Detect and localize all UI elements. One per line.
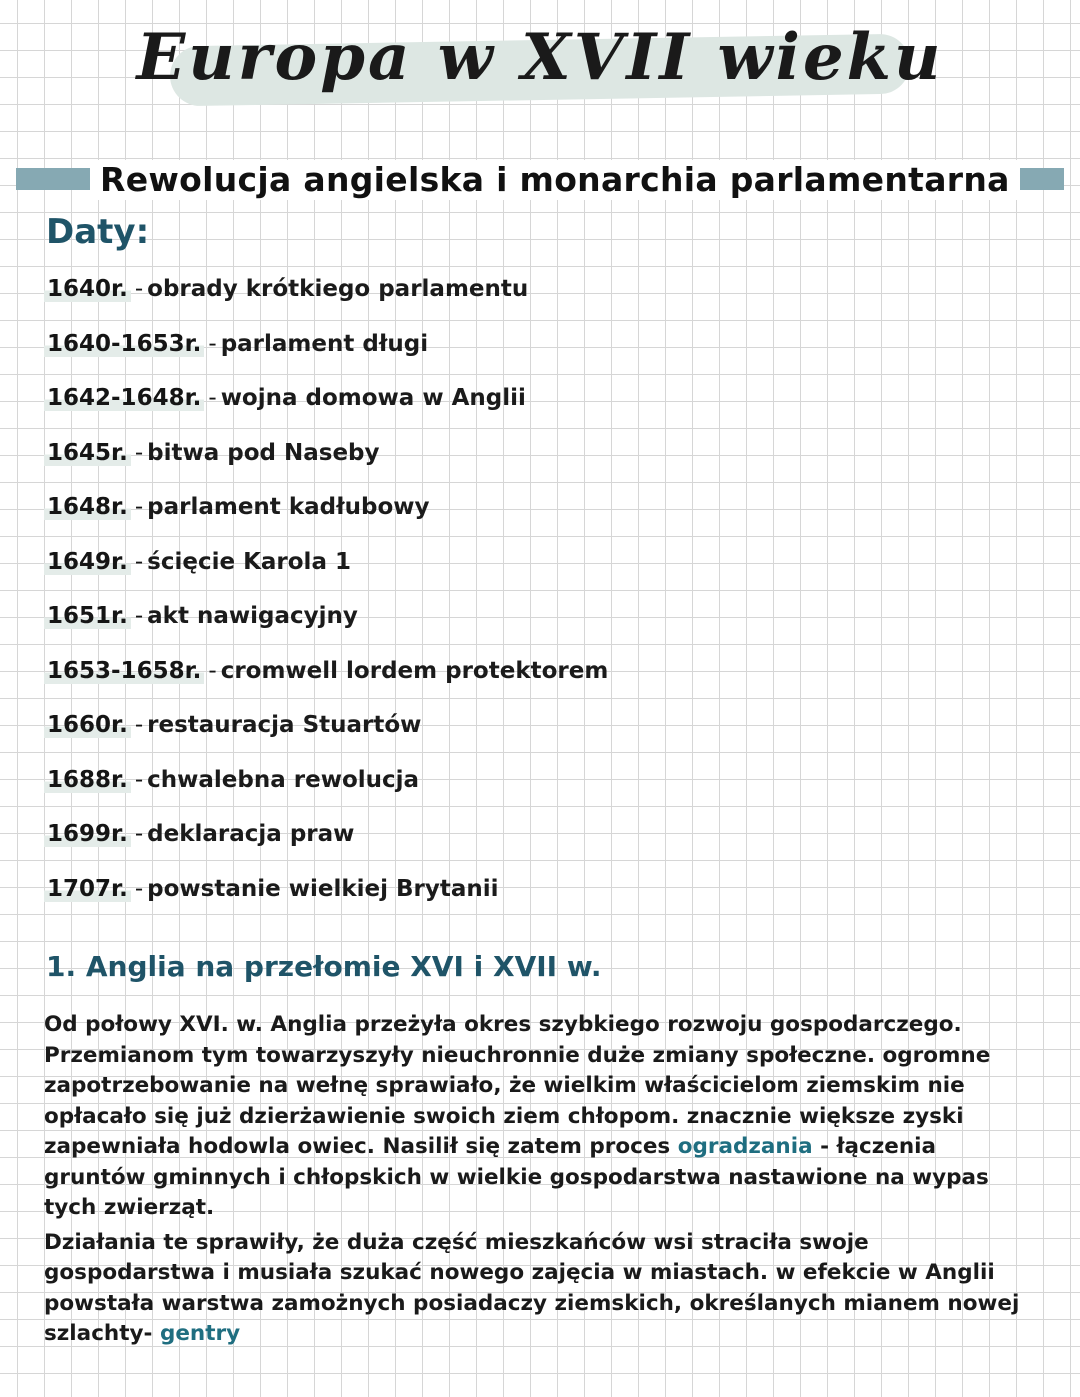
- date-desc: obrady krótkiego parlamentu: [147, 276, 529, 302]
- date-item: 1699r. - deklaracja praw: [44, 817, 354, 851]
- date-year: 1660r.: [44, 712, 131, 738]
- date-year: 1651r.: [44, 603, 131, 629]
- date-year: 1640-1653r.: [44, 331, 204, 357]
- title-area: [0, 10, 1080, 120]
- date-desc: deklaracja praw: [147, 821, 355, 847]
- date-year: 1707r.: [44, 876, 131, 902]
- date-desc: akt nawigacyjny: [147, 603, 358, 629]
- date-desc: parlament długi: [220, 330, 429, 357]
- date-desc: bitwa pod Naseby: [147, 439, 380, 466]
- date-item: 1640-1653r. - parlament długi: [44, 327, 428, 361]
- date-year: 1642-1648r.: [44, 385, 204, 411]
- date-desc: ścięcie Karola 1: [147, 548, 351, 575]
- section-body: [44, 1010, 1044, 1354]
- date-desc: cromwell lordem protektorem: [220, 657, 609, 684]
- date-year: 1688r.: [44, 767, 131, 793]
- paragraph: [44, 1010, 1044, 1224]
- date-item: 1640r. - obrady krótkiego parlamentu: [44, 272, 528, 306]
- banner-title: Rewolucja angielska i monarchia parlamentarna: [90, 160, 1020, 200]
- section-banner: [0, 160, 1080, 200]
- date-item: 1642-1648r. - wojna domowa w Anglii: [44, 381, 526, 415]
- paragraph-text: Od połowy XVI. w. Anglia przeżyła okres szybkiego rozwoju gospodarczego. Przemianom tym towarzyszyły nieuchronnie duże zmiany społeczne. ogromne zapotrzebowanie na wełnę sprawiało, że wielkim właścicielom ziemskim nie opłacało się już dzierżawienie swoich ziem chłopom. znacznie większe zyski zapewniała hodowla owiec. Nasilił się zatem proces: [44, 1012, 991, 1159]
- paragraph-text: Działania te sprawiły, że duża część mieszkańców wsi straciła swoje gospodarstwa i musiała szukać nowego zajęcia w miastach. w efekcie w Anglii powstała warstwa zamożnych posiadaczy ziemskich, określanych mianem nowej szlachty-: [44, 1229, 1020, 1346]
- date-year: 1648r.: [44, 494, 131, 520]
- date-desc: restauracja Stuartów: [147, 712, 422, 738]
- paragraph-text: - łączenia gruntów gminnych i chłopskich w wielkie gospodarstwa nastawione na wypas tych zwierząt.: [44, 1134, 989, 1220]
- date-year: 1640r.: [44, 276, 131, 302]
- date-desc: powstanie wielkiej Brytanii: [147, 875, 499, 902]
- date-desc: chwalebna rewolucja: [147, 766, 420, 793]
- date-item: 1648r. - parlament kadłubowy: [44, 490, 430, 524]
- date-year: 1649r.: [44, 549, 131, 575]
- date-item: 1707r. - powstanie wielkiej Brytanii: [44, 872, 499, 906]
- date-item: 1688r. - chwalebna rewolucja: [44, 763, 419, 797]
- date-item: 1645r. - bitwa pod Naseby: [44, 436, 380, 470]
- page-title: Europa w XVII wieku: [136, 20, 944, 95]
- date-year: 1699r.: [44, 821, 131, 847]
- date-item: 1651r. - akt nawigacyjny: [44, 599, 358, 633]
- date-item: 1653-1658r. - cromwell lordem protektorem: [44, 654, 608, 688]
- paragraph: [44, 1228, 1044, 1350]
- highlighted-term: gentry: [159, 1321, 241, 1346]
- date-year: 1645r.: [44, 440, 131, 466]
- section-heading: 1. Anglia na przełomie XVI i XVII w.: [46, 950, 602, 983]
- highlighted-term: ogradzania: [677, 1134, 813, 1159]
- date-year: 1653-1658r.: [44, 658, 204, 684]
- date-item: 1660r. - restauracja Stuartów: [44, 708, 421, 742]
- date-desc: wojna domowa w Anglii: [220, 385, 526, 411]
- date-item: 1649r. - ścięcie Karola 1: [44, 545, 351, 579]
- dates-heading: Daty:: [46, 212, 150, 252]
- date-desc: parlament kadłubowy: [147, 494, 430, 520]
